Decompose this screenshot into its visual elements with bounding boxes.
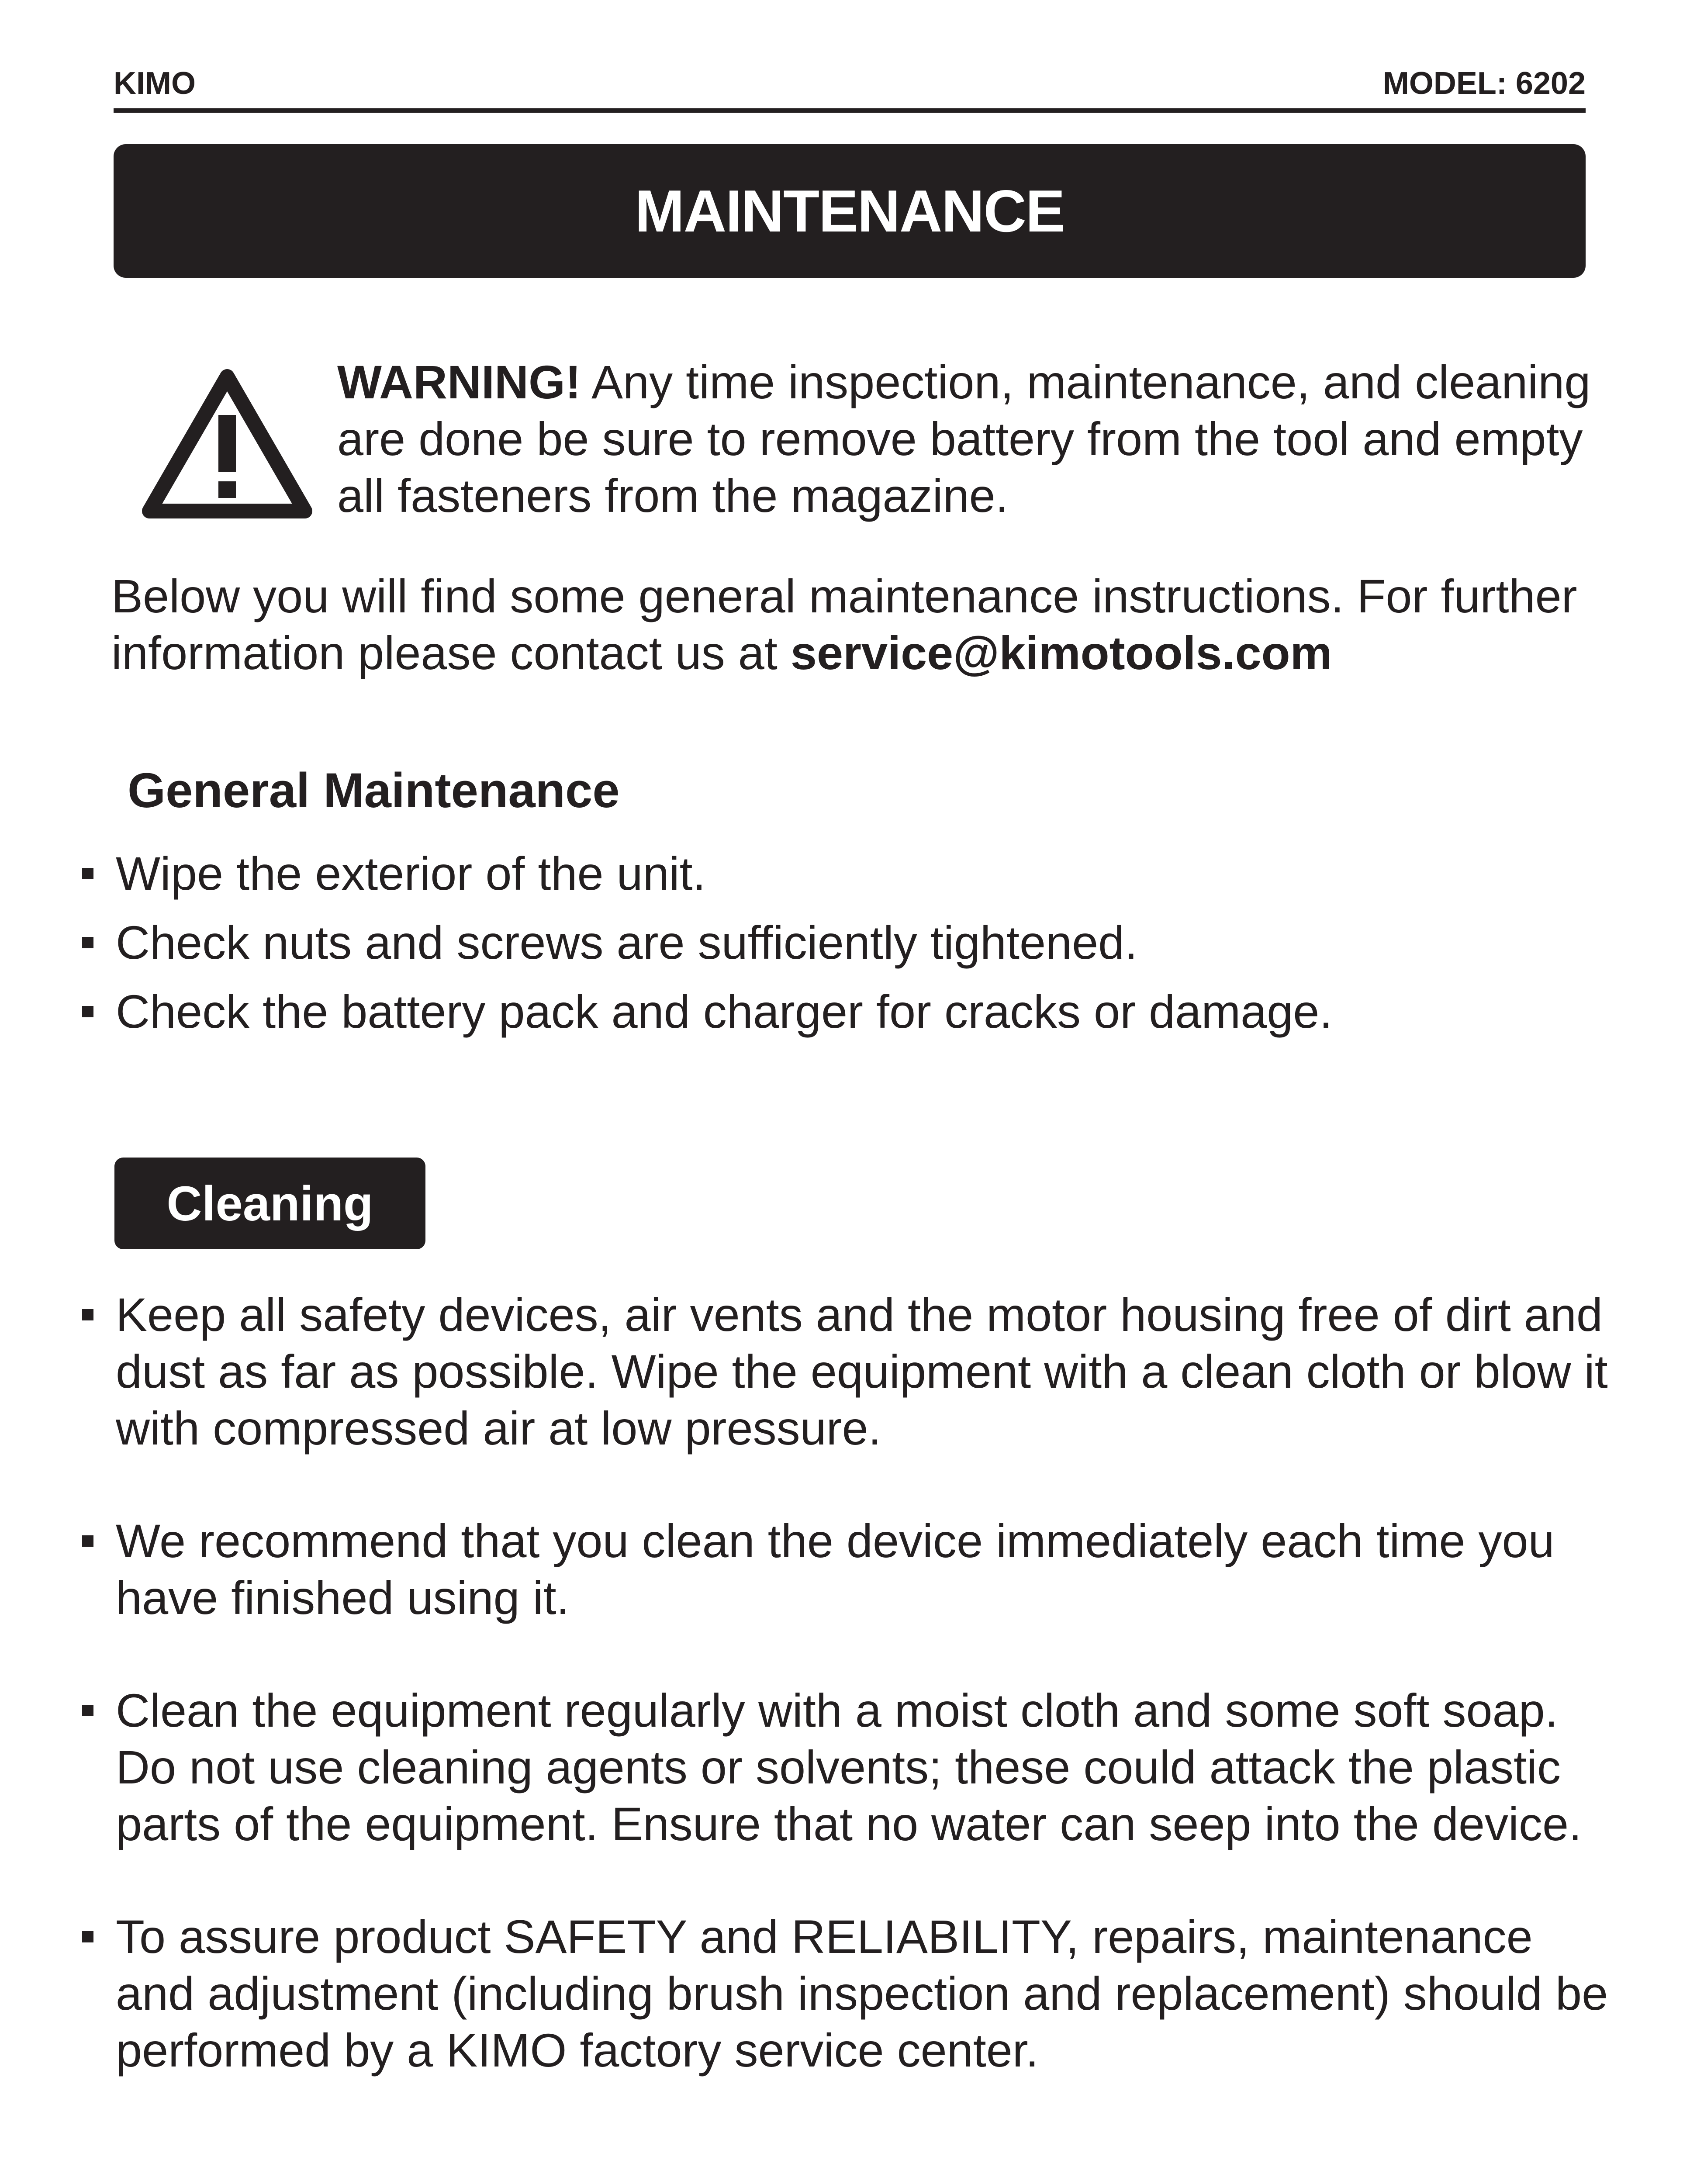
list-item-text: Keep all safety devices, air vents and the motor housing free of dirt and dust as far as possible. Wipe the equipment with a clean cloth or blow it with compressed air at low pressure. <box>116 1288 1608 1455</box>
warning-paragraph <box>337 354 1604 524</box>
cleaning-heading-text: Cleaning <box>166 1176 373 1231</box>
list-item-text: To assure product SAFETY and RELIABILITY, repairs, maintenance and adjustment (including brush inspection and replacement) should be performed by a KIMO factory service center. <box>116 1910 1608 2077</box>
list-item-text: Check nuts and screws are sufficiently tightened. <box>116 916 1138 969</box>
bullet-square-icon <box>82 1309 93 1320</box>
list-item <box>0 914 1610 983</box>
bullet-square-icon <box>82 1535 93 1547</box>
cleaning-heading <box>114 1158 425 1249</box>
page-header <box>114 66 1586 105</box>
list-item-text: Clean the equipment regularly with a moist cloth and some soft soap. Do not use cleaning agents or solvents; these could attack the plastic parts of the equipment. Ensure that no water can seep into the device. <box>116 1684 1582 1850</box>
general-maintenance-heading: General Maintenance <box>128 763 620 818</box>
list-item <box>0 983 1610 1052</box>
list-item-text: Check the battery pack and charger for cracks or damage. <box>116 985 1333 1038</box>
warning-body: Any time inspection, maintenance, and cleaning are done be sure to remove battery from the tool and empty all fasteners from the magazine. <box>337 356 1591 522</box>
list-item <box>0 1908 1610 2079</box>
header-divider <box>114 108 1586 113</box>
bullet-square-icon <box>82 1705 93 1716</box>
list-item-text: We recommend that you clean the device immediately each time you have finished using it. <box>116 1514 1555 1624</box>
cleaning-list <box>0 1286 1697 2135</box>
header-brand: KIMO <box>114 66 196 101</box>
warning-lead: WARNING! <box>337 356 581 408</box>
list-item-text: Wipe the exterior of the unit. <box>116 847 706 900</box>
general-maintenance-list <box>0 845 1697 1052</box>
list-item <box>0 1286 1610 1457</box>
bullet-square-icon <box>82 937 93 948</box>
list-item <box>0 845 1610 914</box>
header-model: MODEL: 6202 <box>1382 66 1586 101</box>
bullet-square-icon <box>82 1006 93 1017</box>
list-item <box>0 1513 1610 1626</box>
intro-text: Below you will find some general maintenance instructions. For further information please contact us at <box>111 570 1577 679</box>
intro-paragraph <box>111 568 1597 681</box>
bullet-square-icon <box>82 868 93 879</box>
section-banner <box>114 144 1586 278</box>
banner-title: MAINTENANCE <box>635 178 1065 244</box>
intro-email: service@kimotools.com <box>790 626 1332 679</box>
bullet-square-icon <box>82 1931 93 1942</box>
warning-triangle-icon <box>140 367 315 524</box>
list-item <box>0 1682 1610 1852</box>
